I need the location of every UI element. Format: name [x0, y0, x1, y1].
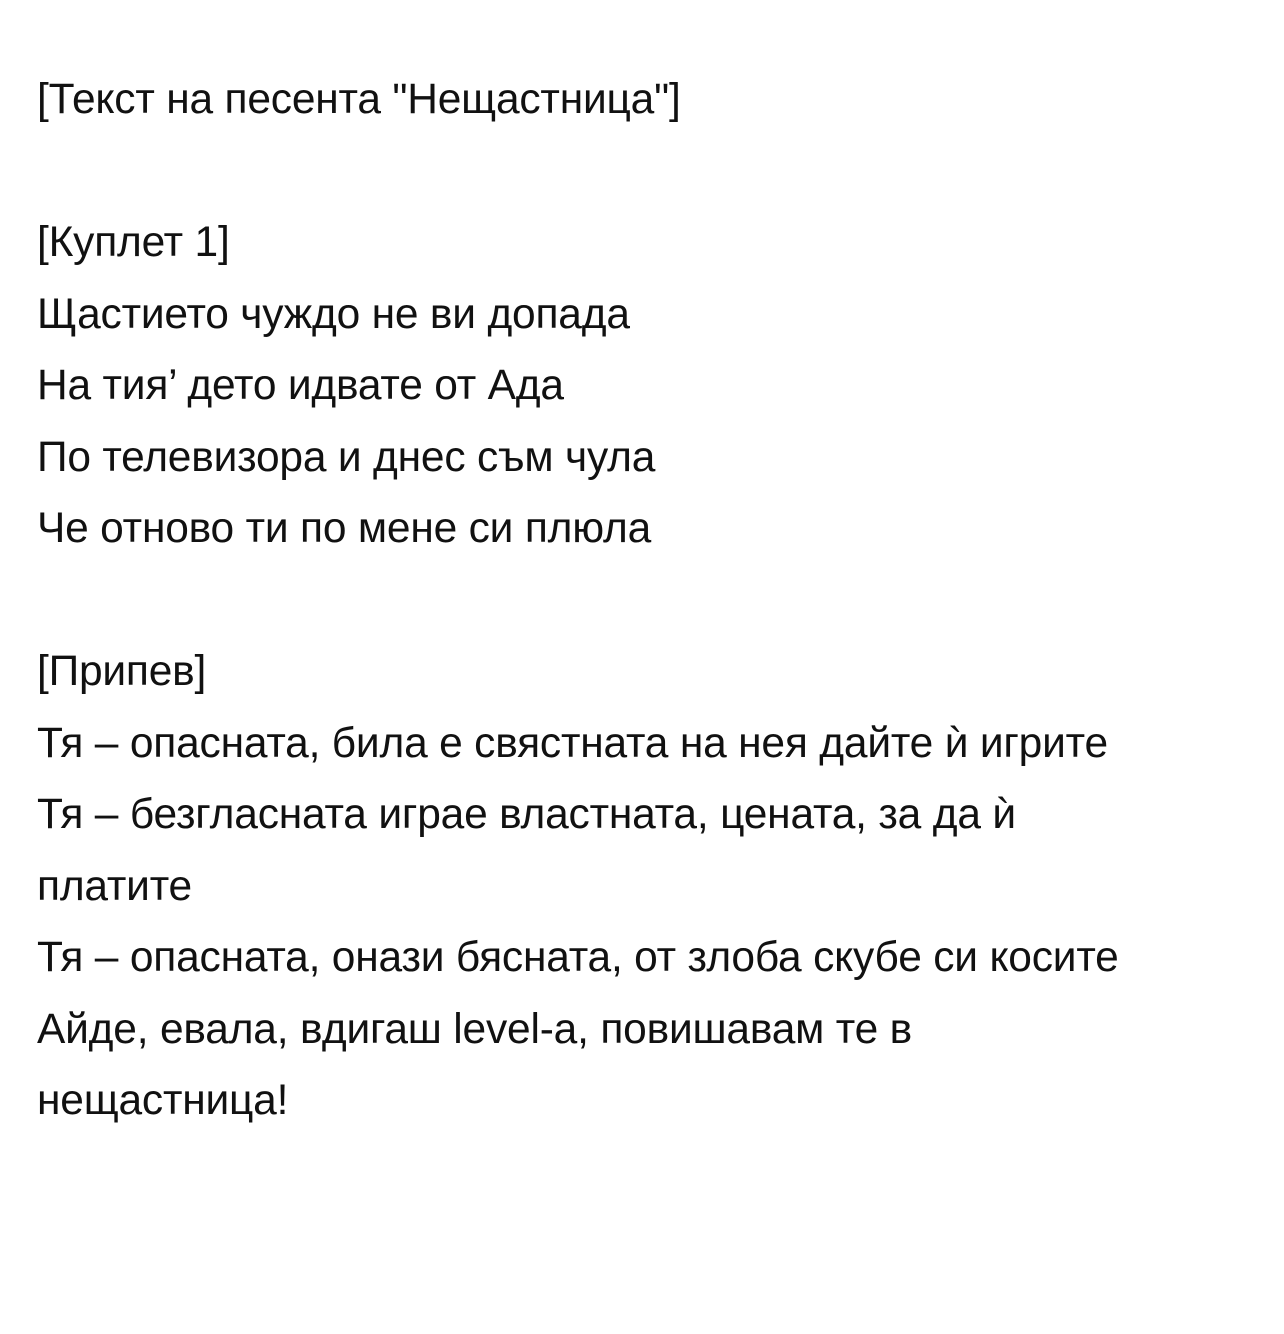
document-title: [Текст на песента "Нещастница"]	[37, 76, 681, 123]
lyric-line: На тия’ дето идвате от Ада	[37, 362, 564, 409]
lyric-line: Тя – опасната, била е свястната на нея дайте ѝ игрите	[37, 719, 1108, 767]
section-header-verse-1: [Куплет 1]	[37, 219, 230, 266]
spacer	[37, 136, 1247, 208]
spacer	[37, 565, 1247, 637]
section-header-chorus: [Припев]	[37, 648, 207, 695]
lyric-line: Че отново ти по мене си плюла	[37, 505, 652, 552]
lyric-line: Айде, евала, вдигаш level-а, повишавам те в нещастница!	[37, 1005, 924, 1124]
lyric-line: По телевизора и днес съм чула	[37, 433, 656, 481]
lyric-line: Тя – безгласната играе властната, цената, за да ѝ платите	[37, 791, 1028, 910]
lyric-line: Тя – опасната, онази бясната, от злоба скубе си косите	[37, 934, 1119, 981]
lyric-line: Щастието чуждо не ви допада	[37, 290, 630, 338]
lyrics-document	[37, 64, 1247, 1137]
